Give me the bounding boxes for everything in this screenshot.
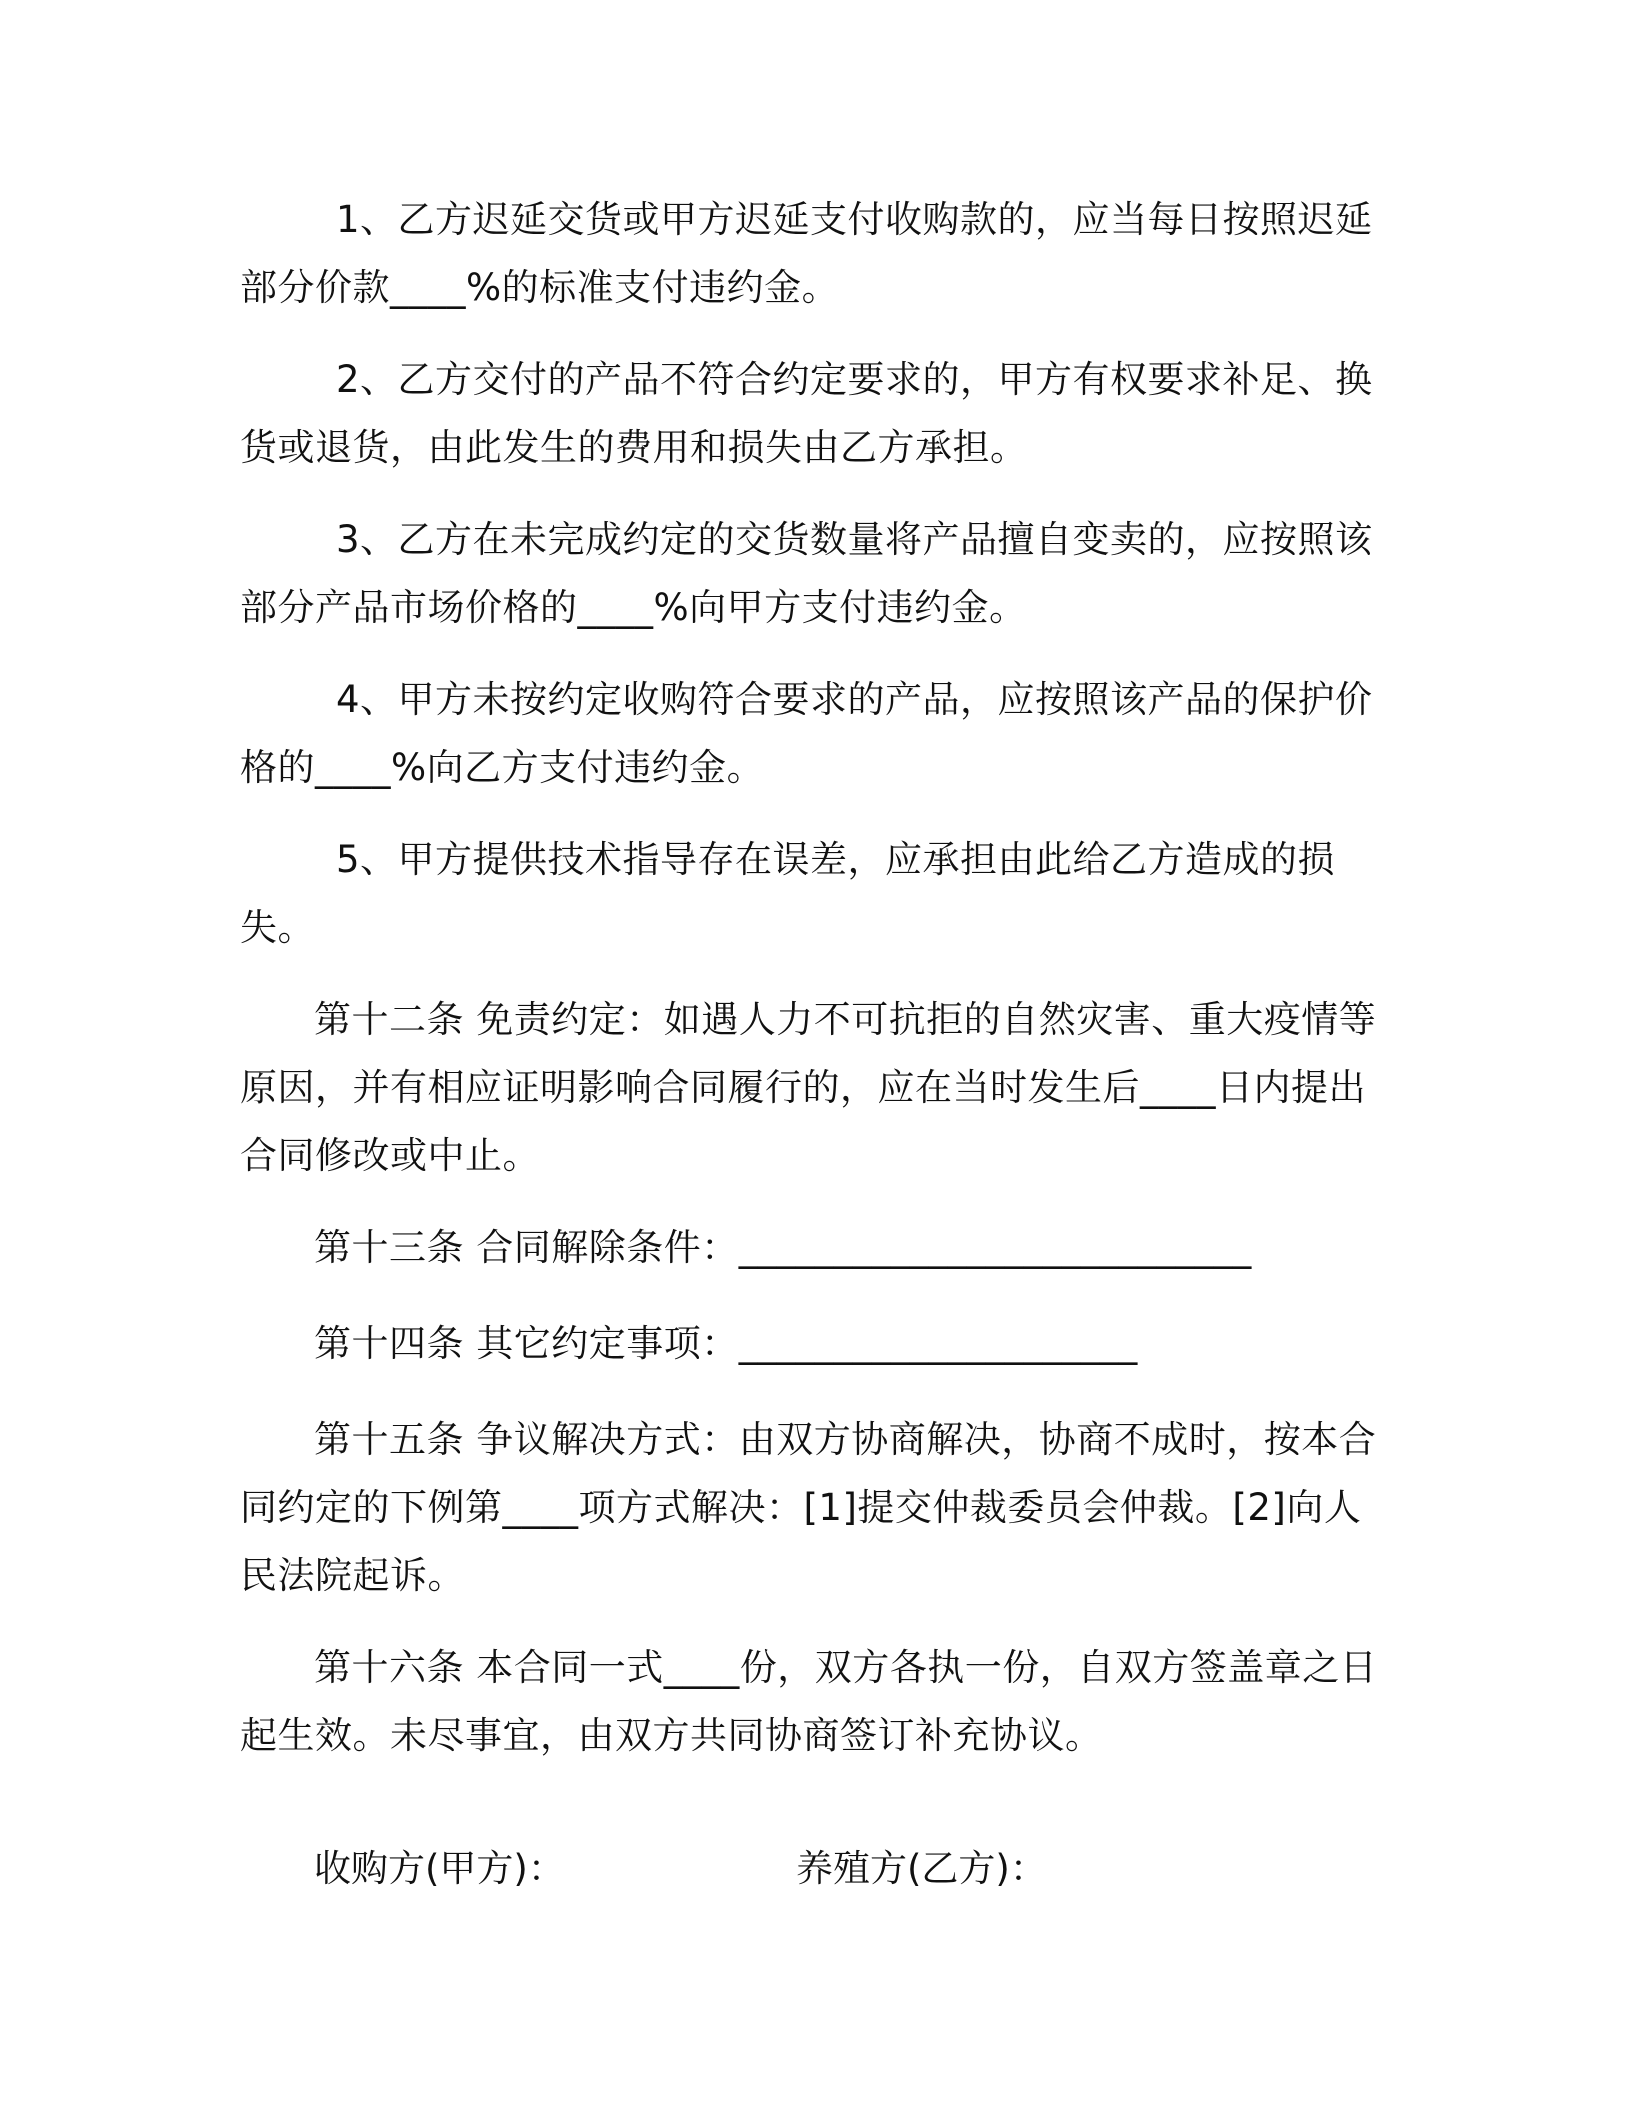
- party-a-signature-label: 收购方(甲方)：: [314, 1847, 565, 1890]
- party-b-signature-label: 养殖方(乙方)：: [796, 1847, 1047, 1890]
- article-16: 第十六条 本合同一式____份，双方各执一份，自双方签盖章之日起生效。未尽事宜，由双方共同协商签订补充协议。: [240, 1646, 1378, 1757]
- clause-item-5: 5、甲方提供技术指导存在误差，应承担由此给乙方造成的损失。: [240, 838, 1336, 949]
- clause-item-3: 3、乙方在未完成约定的交货数量将产品擅自变卖的，应按照该部分产品市场价格的____%向甲方支付违约金。: [240, 518, 1373, 629]
- document-body: [240, 186, 1390, 1890]
- signature-block: [240, 1835, 1390, 1903]
- article-13: 第十三条 合同解除条件：___________________________: [314, 1226, 1252, 1269]
- article-14: 第十四条 其它约定事项：_____________________: [314, 1322, 1138, 1365]
- article-15: 第十五条 争议解决方式：由双方协商解决，协商不成时，按本合同约定的下例第____项方式解决：[1]提交仲裁委员会仲裁。[2]向人民法院起诉。: [240, 1418, 1377, 1597]
- clause-item-4: 4、甲方未按约定收购符合要求的产品，应按照该产品的保护价格的____%向乙方支付违约金。: [240, 678, 1373, 789]
- clause-item-2: 2、乙方交付的产品不符合约定要求的，甲方有权要求补足、换货或退货，由此发生的费用和损失由乙方承担。: [240, 358, 1373, 469]
- article-12: 第十二条 免责约定：如遇人力不可抗拒的自然灾害、重大疫情等原因，并有相应证明影响合同履行的，应在当时发生后____日内提出合同修改或中止。: [240, 998, 1377, 1177]
- clause-item-1: 1、乙方迟延交货或甲方迟延支付收购款的，应当每日按照迟延部分价款____%的标准支付违约金。: [240, 198, 1373, 309]
